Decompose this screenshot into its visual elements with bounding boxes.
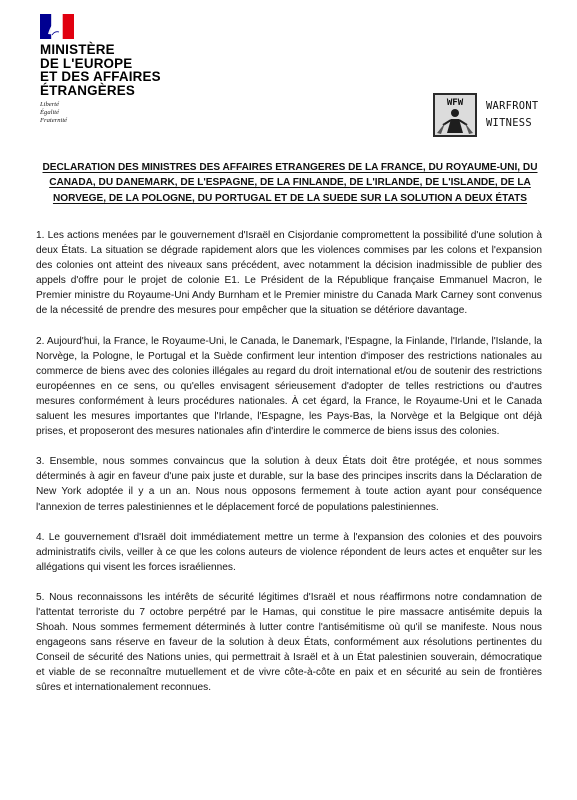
ministry-name-line: ÉTRANGÈRES (40, 82, 136, 98)
ministry-name (40, 43, 161, 97)
watermark-line: WITNESS (486, 117, 532, 129)
ministry-name-line: MINISTÈRE (40, 42, 115, 57)
ministry-logo (40, 14, 161, 124)
paragraph-4: 4. Le gouvernement d'Israël doit immédiatement mettre un terme à l'expansion des colonies et des pouvoirs administratifs civils, veiller à ce que les colons auteurs de violence répondent de leurs actes et enquêter sur les allégations qui visent les forces israéliennes. (36, 531, 542, 573)
watermark-line: WARFRONT (486, 100, 539, 112)
marianne-logo-icon (40, 14, 74, 39)
declaration-body (36, 228, 542, 711)
declaration-title: DECLARATION DES MINISTRES DES AFFAIRES ETRANGERES DE LA FRANCE, DU ROYAUME-UNI, DU CANADA, DU DANEMARK, DE L'ESPAGNE, DE LA FINLANDE, DE L'IRLANDE, DE L'ISLANDE, DE LA NORVEGE, DE LA POLOGNE, DU PORTUGAL ET DE LA SUEDE SUR LA SOLUTION A DEUX ÉTATS (42, 162, 538, 204)
ministry-name-line: ET DES AFFAIRES (40, 69, 161, 85)
svg-text:WFW: WFW (446, 98, 464, 108)
paragraph-1: 1. Les actions menées par le gouvernement d'Israël en Cisjordanie compromettent la possibilité d'une solution à deux États. La situation se dégrade rapidement alors que les violences commises par les colons et l'expansion des colonies ont atteint des niveaux sans précédent, avec notamment la décision inadmissible de publier des appels d'offre pour le projet de colonie E1. Le Président de la République française Emmanuel Macron, le Premier ministre du Royaume-Uni Andy Burnham et le Premier ministre du Canada Mark Carney sont convenus de la nécessité de prendre des mesures pour empêcher que la situation se détériore davantage. (36, 230, 542, 317)
ministry-name-line: DE L'EUROPE (40, 55, 133, 71)
warfront-witness-logo-icon (433, 93, 477, 137)
paragraph-3: 3. Ensemble, nous sommes convaincus que la solution à deux États doit être protégée, et nous sommes déterminés à agir en faveur d'une paix juste et durable, sur la base des principes inscrits dans la Déclaration de New York adoptée il y a un an. Nous nous opposons fermement à toute action ayant pour conséquence l'annexion de terres palestiniennes et le déplacement forcé de populations palestiniennes. (36, 456, 542, 513)
watermark-name (486, 98, 538, 132)
motto-line: Liberté (40, 101, 60, 109)
paragraph-2: 2. Aujourd'hui, la France, le Royaume-Uni, le Canada, le Danemark, l'Espagne, la Finlande, l'Irlande, l'Islande, la Norvège, la Pologne, le Portugal et la Suède confirment leur intention d'imposer des restrictions nationales au commerce de biens avec des colonies illégales au regard du droit international et/ou de soutenir des restrictions européennes en ce sens, ou qu'elles envisagent sérieusement d'adopter de telles restrictions ou d'autres mesures conformément à leurs procédures nationales. À cet égard, la France, le Royaume-Uni et le Canada saluent les mesures importantes que l'Irlande, l'Espagne, les Pays-Bas, la Norvège et la Belgique ont déjà prises, et proposeront des mesures nationales afin d'interdire le commerce de biens issus des colonies. (36, 335, 542, 438)
motto-line: Fraternité (40, 116, 68, 124)
motto-line: Égalité (40, 108, 60, 116)
republic-motto (40, 101, 161, 124)
paragraph-5: 5. Nous reconnaissons les intérêts de sécurité légitimes d'Israël et nous réaffirmons notre condamnation de l'attentat terroriste du 7 octobre perpétré par le Hamas, qui constitue le pire massacre antisémite depuis la Shoah. Nous sommes fermement déterminés à lutter contre l'antisémitisme où qu'il se manifeste. Nous nous engageons sans réserve en faveur de la solution à deux États, conformément aux résolutions pertinentes du Conseil de sécurité des Nations unies, qui permettrait à Israël et à un État palestinien souverain, démocratique et viable de se reconnaître mutuellement et de vivre côte-à-côte en paix et en sécurité au sein de frontières sûres et internationalement reconnues. (36, 591, 542, 694)
